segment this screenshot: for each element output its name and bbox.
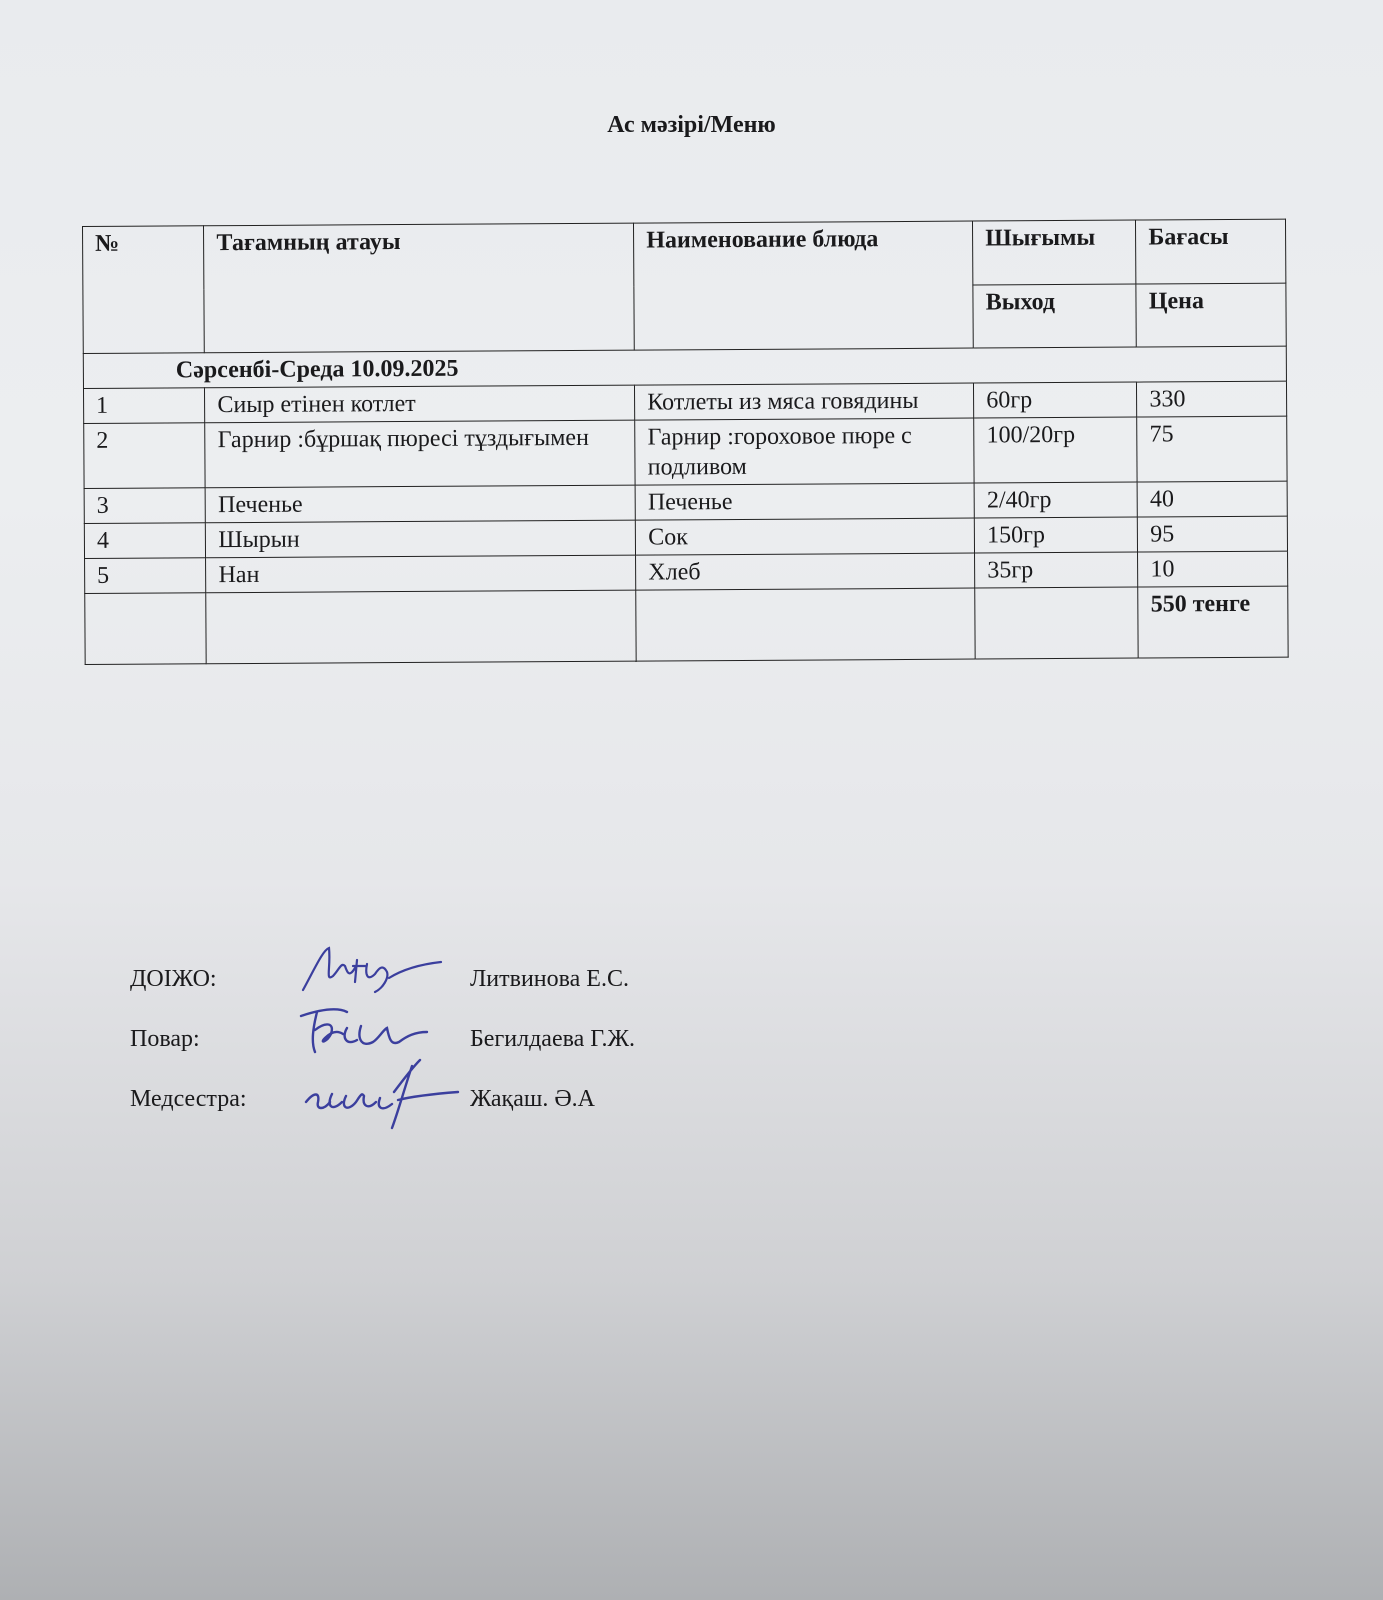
row-name-kz: Гарнир :бұршақ пюресі тұздығымен [205, 420, 635, 488]
signature-row-director [130, 966, 830, 1012]
row-name-ru: Котлеты из мяса говядины [635, 383, 974, 420]
row-output: 100/20гр [974, 417, 1137, 483]
header-price-kz: Бағасы [1136, 219, 1286, 283]
total-empty-cell [206, 590, 636, 664]
header-number: № [83, 226, 205, 354]
row-output: 2/40гр [974, 482, 1137, 518]
signature-name: Бегилдаева Г.Ж. [470, 1026, 635, 1052]
day-label: Сәрсенбі-Среда 10.09.2025 [83, 346, 1286, 388]
row-price: 40 [1137, 481, 1287, 517]
row-number: 2 [84, 423, 206, 489]
row-name-kz: Сиыр етінен котлет [205, 385, 635, 423]
row-name-ru: Гарнир :гороховое пюре с подливом [635, 418, 974, 485]
row-price: 10 [1138, 551, 1288, 587]
row-name-ru: Хлеб [636, 553, 975, 590]
row-number: 5 [85, 558, 207, 594]
header-name-kz: Тағамның атауы [204, 223, 635, 353]
table-row [84, 416, 1287, 488]
row-output: 60гр [974, 382, 1137, 418]
header-output-ru: Выход [973, 284, 1136, 348]
row-number: 3 [84, 488, 206, 524]
signature-name: Жақаш. Ә.А [470, 1086, 596, 1112]
row-number: 4 [84, 523, 206, 559]
total-empty-cell [85, 593, 207, 665]
row-output: 150гр [975, 517, 1138, 553]
total-row [85, 586, 1288, 664]
signature-row-nurse [130, 1086, 830, 1132]
total-price: 550 тенге [1138, 586, 1288, 658]
menu-table [82, 219, 1289, 665]
total-empty-cell [975, 587, 1139, 659]
row-name-kz: Нан [206, 555, 636, 593]
signature-row-cook [130, 1026, 830, 1072]
table-header-row [83, 219, 1286, 290]
row-price: 95 [1138, 516, 1288, 552]
signature-role: Повар: [130, 1026, 200, 1052]
row-number: 1 [83, 388, 205, 424]
header-output-kz: Шығымы [973, 220, 1136, 284]
row-name-kz: Печенье [206, 485, 636, 523]
header-name-ru: Наименование блюда [634, 221, 974, 350]
row-price: 75 [1137, 416, 1287, 482]
page-title: Ас мәзірі/Меню [607, 112, 776, 138]
signature-role: Медсестра: [130, 1086, 247, 1112]
header-price-ru: Цена [1136, 283, 1286, 347]
row-price: 330 [1137, 381, 1287, 417]
row-name-ru: Сок [636, 518, 975, 555]
total-empty-cell [636, 588, 975, 661]
signature-name: Литвинова Е.С. [470, 966, 629, 992]
row-output: 35гр [975, 552, 1138, 588]
signature-role: ДОІЖО: [130, 966, 217, 992]
row-name-kz: Шырын [206, 520, 636, 558]
handwritten-signature-icon [302, 1046, 462, 1136]
row-name-ru: Печенье [635, 483, 974, 520]
